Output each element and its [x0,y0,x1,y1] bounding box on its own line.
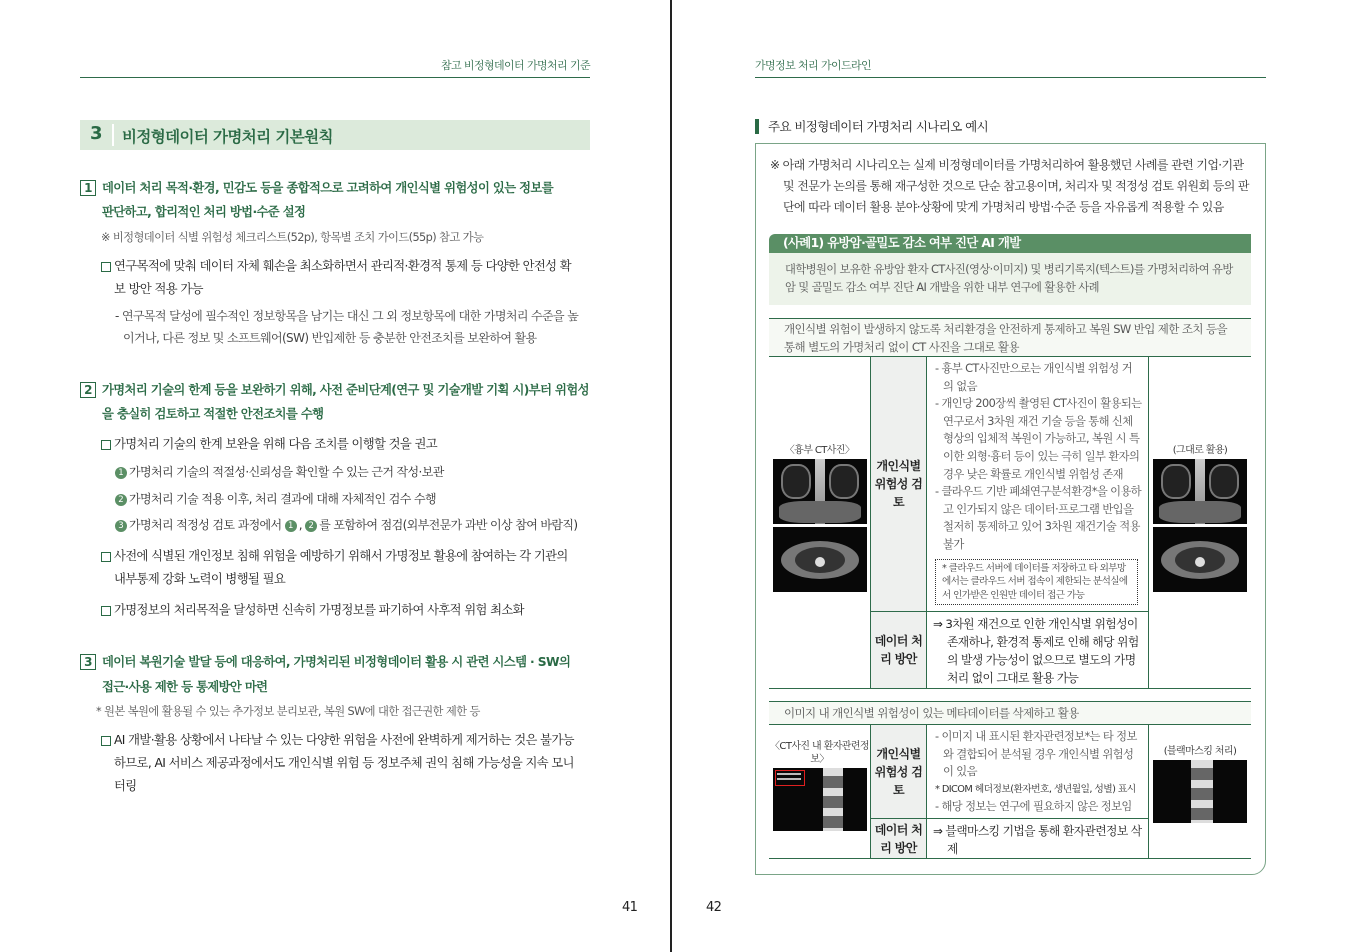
step-number-icon: 2 [115,494,127,506]
risk-review-label: 개인식별 위험성 검토 [870,725,927,819]
processing-method-content [927,819,1148,859]
case-description: 대학병원이 보유한 유방암 환자 CT사진(영상·이미지) 및 병리기록지(텍스트)를 가명처리하여 유방암 및 골밀도 감소 여부 진단 AI 개발을 위한 내부 연구에 활용한 사례 [769,253,1251,305]
page-number: 42 [706,900,722,915]
page-gutter [670,0,672,952]
step-2 [115,489,436,509]
principle-title: 가명처리 기술의 한계 등을 보완하기 위해, 사전 준비단계(연구 및 기술개발 기획 시)부터 위험성을 충실히 검토하고 적절한 안전조치를 수행 [102,383,589,421]
risk-point: - 흉부 CT사진만으로는 개인식별 위험성 거의 없음 [935,362,1133,393]
page-number: 41 [622,900,638,915]
method-text: ⇒ 3차원 재건으로 인한 개인식별 위험성이 존재하나, 환경적 통제로 인해 해당 위험의 발생 가능성이 없으므로 별도의 가명처리 없이 그대로 활용 가능 [933,617,1139,685]
risk-point: - 이미지 내 표시된 환자관련정보*는 타 정보와 결합되어 분석될 경우 개인식별 위험성이 있음 [935,730,1137,779]
header-rule [80,77,590,78]
footnote: * 원본 복원에 활용될 수 있는 추가정보 분리보관, 복원 SW에 대한 접근권한 제한 등 [96,705,480,718]
section-number: 3 [90,123,102,144]
item-number: 3 [80,654,96,670]
chest-ct-axial-image [773,527,867,592]
running-header: 참고 비정형데이터 가명처리 기준 [440,59,590,72]
chest-ct-coronal-image [1153,459,1247,524]
scenario-2-header: 이미지 내 개인식별 위험성이 있는 메타데이터를 삭제하고 활용 [769,701,1251,725]
spine-ct-masked-image [1153,760,1247,823]
step-number-icon: 1 [115,467,127,479]
spine-ct-with-patient-info-image [773,768,867,831]
risk-review-content [927,725,1148,819]
image-caption: (블랙마스킹 처리) [1163,746,1237,757]
risk-point: - 개인당 200장씩 촬영된 CT사진이 활용되는 연구로서 3차원 재건 기술 등을 통해 신체 형상의 입체적 복원이 가능하고, 복원 시 특이한 외형·흉터 등이 있는 극히 일부 환자의 경우 낮은 확률로 개인식별 위험성 존재 [935,397,1142,481]
principle-1 [80,176,595,224]
section-separator [112,124,114,146]
principle-2 [80,378,595,426]
intro-note: ※ 아래 가명처리 시나리오는 실제 비정형데이터를 가명처리하여 활용했던 사례를 관련 기업·기관 및 전문가 논의를 통해 재구성한 것으로 단순 참고용이며, 처리자 및 적정성 검토 위원회 등의 판단에 따라 데이터 활용 분야·상황에 맞게 가명처리 방법·수준 등을 자유롭게 적용할 수 있음 [770,158,1249,214]
step-text: 가명처리 적정성 검토 과정에서 [129,518,282,532]
chest-ct-axial-image [1153,527,1247,592]
running-header: 가명정보 처리 가이드라인 [755,59,872,72]
principle-3 [80,650,595,700]
processing-method-content [927,612,1148,689]
ref-icon: 2 [305,520,317,532]
principle-title: 데이터 처리 목적·환경, 민감도 등을 종합적으로 고려하여 개인식별 위험성이 있는 정보를 판단하고, 합리적인 처리 방법·수준 설정 [102,181,553,219]
step-text: 가명처리 기술의 적절성·신뢰성을 확인할 수 있는 근거 작성·보관 [129,465,444,479]
risk-review-content [927,357,1148,612]
case-title: (사례1) 유방암·골밀도 감소 여부 진단 AI 개발 [769,234,1251,253]
scenario-1-original-image [769,357,870,689]
footnote-box: * 클라우드 서버에 데이터를 저장하고 타 외부망에서는 클라우드 서버 접속이 제한되는 분석실에서 인가받은 인원만 데이터 접근 가능 [935,559,1138,606]
scenario-2-result-image [1148,725,1251,859]
bullet: 사전에 식별된 개인정보 침해 위험을 예방하기 위해서 가명정보 활용에 참여하는 각 기관의 내부통제 강화 노력이 병행될 필요 [80,545,570,591]
sub-bullet: - 연구목적 달성에 필수적인 정보항목을 남기는 대신 그 외 정보항목에 대한 가명처리 수준을 높이거나, 다른 정보 및 소프트웨어(SW) 반입제한 등 충분한 안전조치를 보완하여 활용 [115,309,579,345]
step-1 [115,462,444,482]
scenario-heading: 주요 비정형데이터 가명처리 시나리오 예시 [755,119,988,134]
processing-method-label: 데이터 처리 방안 [870,819,927,859]
method-text: ⇒ 블랙마스킹 기법을 통해 환자관련정보 삭제 [933,824,1142,856]
reference-note: ※ 비정형데이터 식별 위험성 체크리스트(52p), 항목별 조치 가이드(55p) 참고 가능 [101,231,484,244]
ref-icon: 1 [285,520,297,532]
image-caption: 〈흉부 CT사진〉 [784,445,855,456]
processing-method-label: 데이터 처리 방안 [870,612,927,689]
bullet: 가명처리 기술의 한계 보완을 위해 다음 조치를 이행할 것을 권고 [80,433,595,456]
principle-title: 데이터 복원기술 발달 등에 대응하여, 가명처리된 비정형데이터 활용 시 관련 시스템 · SW의 접근·사용 제한 등 통제방안 마련 [102,655,571,694]
image-caption: 〈CT사진 내 환자관련정보〉 [770,741,869,765]
bullet: 가명정보의 처리목적을 달성하면 신속히 가명정보를 파기하여 사후적 위험 최소화 [80,599,595,622]
risk-footnote: * DICOM 헤더정보(환자번호, 생년월일, 성별) 표시 [935,783,1136,795]
step-text: 가명처리 기술 적용 이후, 처리 결과에 대해 자체적인 검수 수행 [129,492,436,506]
header-rule [755,77,1266,78]
step-number-icon: 3 [115,520,127,532]
step-text: 를 포함하여 점검(외부전문가 과반 이상 참여 바람직) [319,518,578,532]
step-3: 3 가명처리 적정성 검토 과정에서 1 , 2 를 포함하여 점검(외부전문가 과반 이상 참여 바람직) [115,515,578,535]
scenario-2-original-image [769,725,870,859]
image-caption: (그대로 활용) [1172,445,1228,456]
scenario-1-header: 개인식별 위험이 발생하지 않도록 처리환경을 안전하게 통제하고 복원 SW 반입 제한 조치 등을 통해 별도의 가명처리 없이 CT 사진을 그대로 활용 [769,318,1251,357]
risk-review-label: 개인식별 위험성 검토 [870,357,927,612]
bullet: AI 개발·활용 상황에서 나타날 수 있는 다양한 위험을 사전에 완벽하게 제거하는 것은 불가능하므로, AI 서비스 제공과정에서도 개인식별 위험 등 정보주체 권익 침해 가능성을 지속 모니터링 [80,729,575,798]
bullet: 연구목적에 맞춰 데이터 자체 훼손을 최소화하면서 관리적·환경적 통제 등 다양한 안전성 확보 방안 적용 가능 [80,255,580,301]
scenario-1-result-image [1148,357,1251,689]
chest-ct-coronal-image [773,459,867,524]
risk-point: - 클라우드 기반 폐쇄연구분석환경*을 이용하고 인가되지 않은 데이터·프로그램 반입을 철저히 통제하고 있어 3차원 재건기술 적용 불가 [935,485,1142,551]
risk-point: - 해당 정보는 연구에 필요하지 않은 정보임 [935,800,1132,814]
item-number: 1 [80,180,96,196]
section-title: 비정형데이터 가명처리 기본원칙 [122,128,333,146]
item-number: 2 [80,382,96,398]
